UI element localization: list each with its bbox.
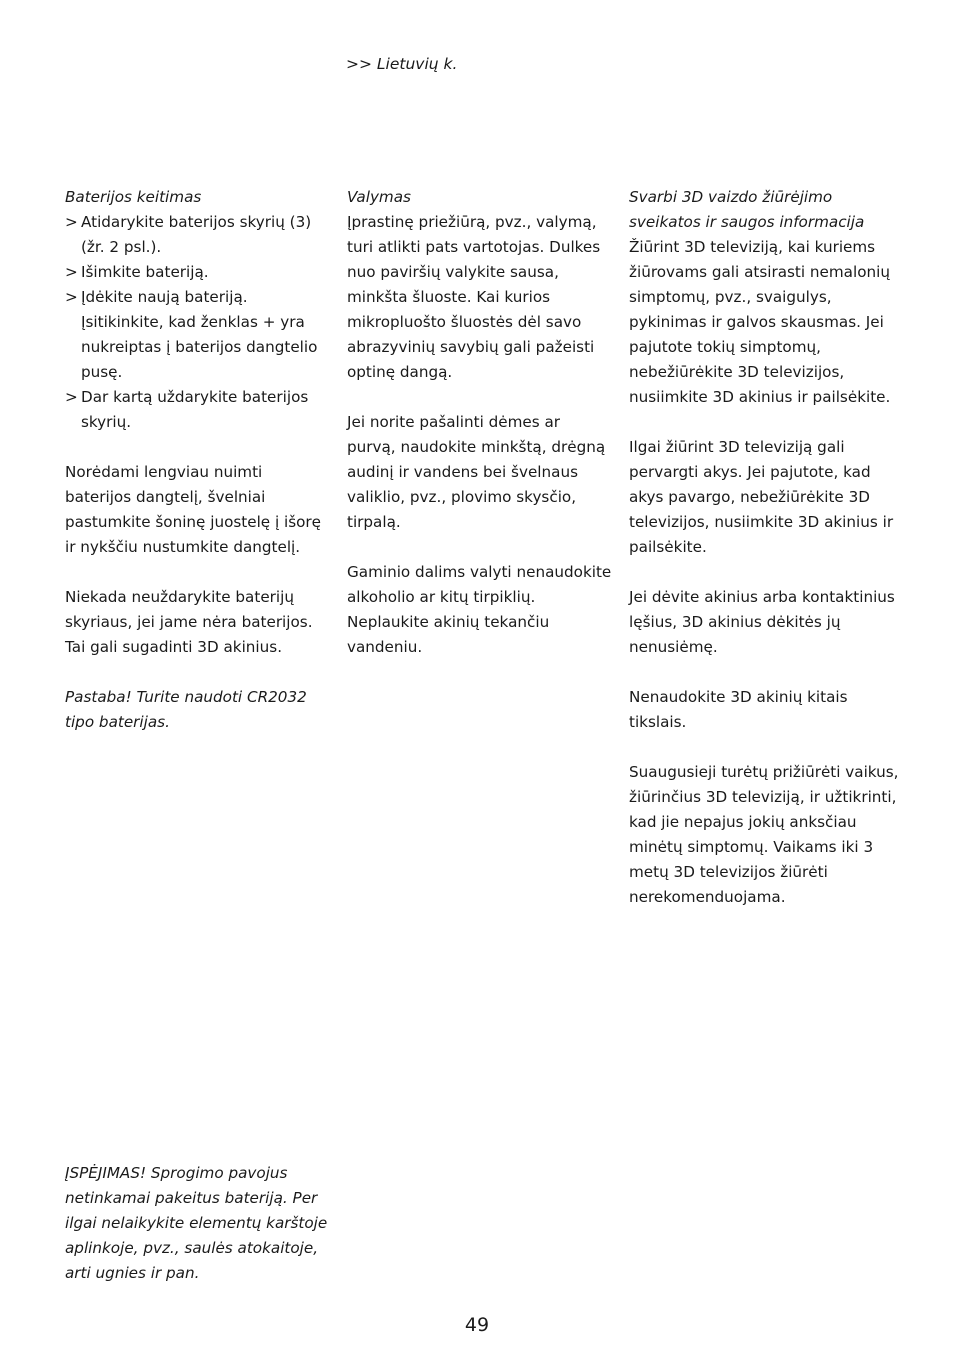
list-item: > Įdėkite naują bateriją. Įsitikinkite, kad ženklas + yra nukreiptas į baterijos dangtelio pusę.: [65, 285, 333, 385]
health-paragraph-3: Jei dėvite akinius arba kontaktinius lęšius, 3D akinius dėkitės jų nenusiėmę.: [629, 588, 895, 656]
bullet-marker: >: [65, 263, 78, 281]
health-safety-section: [629, 185, 899, 935]
bullet-marker: >: [65, 288, 78, 306]
battery-section-title: Baterijos keitimas: [65, 188, 202, 206]
bullet-marker: >: [65, 213, 78, 231]
list-item: > Dar kartą uždarykite baterijos skyrių.: [65, 385, 333, 435]
health-paragraph-2: Ilgai žiūrint 3D televiziją gali pervargti akys. Jei pajutote, kad akys pavargo, nebežiūrėkite 3D televizijos, nusiimkite 3D akinius ir pailsėkite.: [629, 438, 894, 556]
battery-steps-list: [65, 210, 333, 435]
language-header: >> Lietuvių k.: [346, 55, 458, 73]
cleaning-section: [347, 185, 612, 685]
health-paragraph-4: Nenaudokite 3D akinių kitais tikslais.: [629, 688, 848, 731]
cleaning-paragraph-1: Įprastinę priežiūrą, pvz., valymą, turi atlikti pats vartotojas. Dulkes nuo paviršių valykite sausa, minkšta šluoste. Kai kurios mikropluošto šluostės dėl savo abrazyvinių savybių gali pažeisti optinę dangą.: [347, 213, 601, 381]
list-item: > Atidarykite baterijos skyrių (3) (žr. 2 psl.).: [65, 210, 333, 260]
battery-empty-warning-paragraph: Niekada neuždarykite baterijų skyriaus, jei jame nėra baterijos. Tai gali sugadinti 3D akinius.: [65, 588, 313, 656]
health-paragraph-1: Žiūrint 3D televiziją, kai kuriems žiūrovams gali atsirasti nemalonių simptomų, pvz., svaigulys, pykinimas ir galvos skausmas. Jei pajutote tokių simptomų, nebežiūrėkite 3D televizijos, nusiimkite 3D akinius ir pailsėkite.: [629, 238, 891, 406]
list-item: > Išimkite bateriją.: [65, 260, 333, 285]
health-safety-section-title: Svarbi 3D vaizdo žiūrėjimo sveikatos ir saugos informacija: [629, 188, 865, 231]
health-paragraph-5: Suaugusieji turėtų prižiūrėti vaikus, žiūrinčius 3D televiziją, ir užtikrinti, kad jie nepajus jokių anksčiau minėtų simptomų. Vaikams iki 3 metų 3D televizijos žiūrėti nerekomenduojama.: [629, 763, 899, 906]
cleaning-paragraph-2: Jei norite pašalinti dėmes ar purvą, naudokite minkštą, drėgną audinį ir vandens bei švelnaus valiklio, pvz., plovimo skysčio, tirpalą.: [347, 413, 606, 531]
page-number: 49: [464, 1314, 490, 1336]
cleaning-section-title: Valymas: [347, 188, 411, 206]
battery-type-note: Pastaba! Turite naudoti CR2032 tipo baterijas.: [65, 688, 307, 731]
cleaning-paragraph-3: Gaminio dalims valyti nenaudokite alkoholio ar kitų tirpiklių. Neplaukite akinių tekančiu vandeniu.: [347, 563, 612, 656]
explosion-warning: ĮSPĖJIMAS! Sprogimo pavojus netinkamai pakeitus bateriją. Per ilgai nelaikykite elementų karštoje aplinkoje, pvz., saulės atokaitoje, arti ugnies ir pan.: [65, 1164, 328, 1282]
bullet-marker: >: [65, 388, 78, 406]
battery-cover-paragraph: Norėdami lengviau nuimti baterijos dangtelį, švelniai pastumkite šoninę juostelę į išorę ir nykščiu nustumkite dangtelį.: [65, 463, 322, 556]
battery-section: [65, 185, 333, 760]
